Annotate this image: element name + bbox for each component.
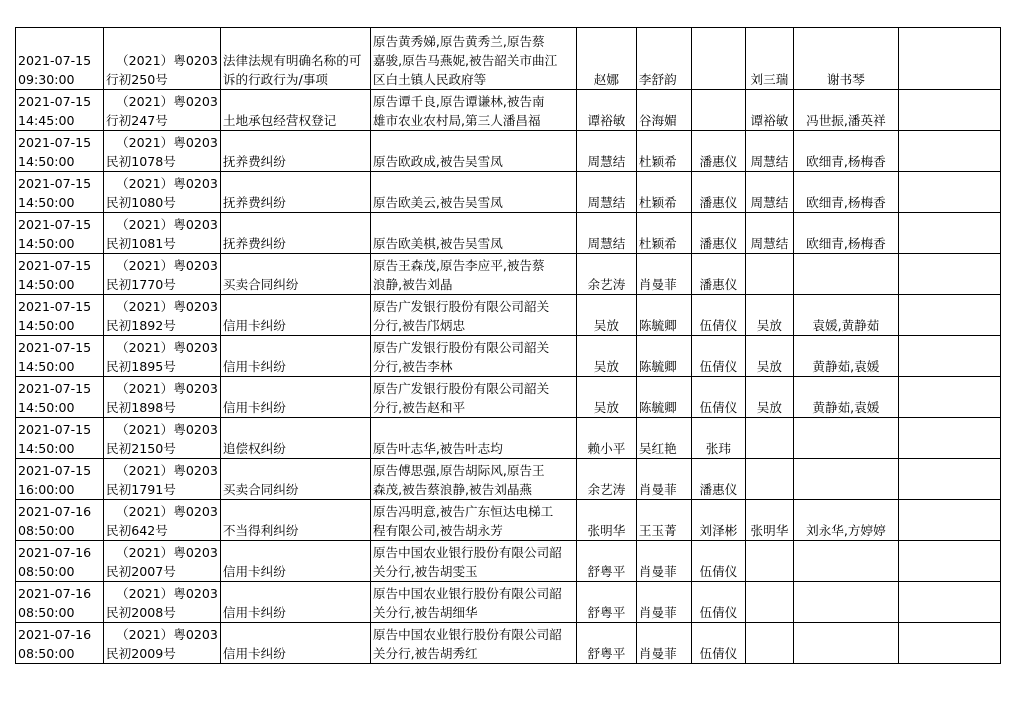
parties-line: 浪静,被告刘晶: [372, 277, 453, 292]
assistant-cell: 潘惠仪: [691, 172, 745, 213]
presiding-cell: 周慧结: [745, 131, 793, 172]
presiding-cell: [745, 254, 793, 295]
hearing-time-cell: [16, 418, 104, 459]
case-number-prefix: （2021）粤0203: [116, 258, 218, 273]
hearing-schedule-table: [15, 27, 1001, 664]
case-cause-cell: 抚养费纠纷: [220, 172, 370, 213]
assessor-cell: 欧细青,杨梅香: [793, 172, 898, 213]
case-number-prefix: （2021）粤0203: [116, 422, 218, 437]
hearing-clock: 08:50:00: [18, 605, 75, 620]
case-number-suffix: 民初1898号: [106, 400, 176, 415]
judge-cell: 余艺涛: [576, 254, 636, 295]
case-number-cell: [104, 172, 221, 213]
blank-cell: [898, 90, 1000, 131]
case-number-prefix: （2021）粤0203: [116, 504, 218, 519]
hearing-date: 2021-07-15: [18, 340, 92, 355]
case-number-suffix: 民初642号: [106, 523, 168, 538]
case-number-suffix: 民初2150号: [106, 441, 176, 456]
parties-line: 程有限公司,被告胡永芳: [372, 523, 503, 538]
parties-line: 原告广发银行股份有限公司韶关: [372, 381, 550, 396]
case-cause-cell: 信用卡纠纷: [220, 582, 370, 623]
parties-line: 区白土镇人民政府等: [372, 72, 487, 87]
assessor-cell: 袁媛,黄静茹: [793, 295, 898, 336]
hearing-date: 2021-07-15: [18, 258, 92, 273]
hearing-date: 2021-07-16: [18, 586, 92, 601]
case-cause-cell: [220, 28, 370, 90]
hearing-clock: 14:50:00: [18, 154, 75, 169]
case-number-suffix: 民初1078号: [106, 154, 176, 169]
clerk-cell: 王玉菁: [636, 500, 691, 541]
hearing-clock: 08:50:00: [18, 523, 75, 538]
assessor-cell: [793, 459, 898, 500]
table-row: [16, 623, 1001, 664]
case-number-suffix: 民初1791号: [106, 482, 176, 497]
hearing-time-cell: [16, 28, 104, 90]
presiding-cell: [745, 459, 793, 500]
table-row: [16, 90, 1001, 131]
clerk-cell: 肖曼菲: [636, 623, 691, 664]
table-row: [16, 336, 1001, 377]
assistant-cell: 刘泽彬: [691, 500, 745, 541]
hearing-clock: 08:50:00: [18, 564, 75, 579]
hearing-time-cell: [16, 213, 104, 254]
blank-cell: [898, 459, 1000, 500]
blank-cell: [898, 131, 1000, 172]
hearing-date: 2021-07-16: [18, 504, 92, 519]
parties-cell: [370, 28, 576, 90]
clerk-cell: 肖曼菲: [636, 254, 691, 295]
parties-cell: [370, 459, 576, 500]
assistant-cell: [691, 90, 745, 131]
hearing-time-cell: [16, 336, 104, 377]
judge-cell: 舒粤平: [576, 541, 636, 582]
clerk-cell: 肖曼菲: [636, 541, 691, 582]
parties-line: 分行,被告赵和平: [372, 400, 466, 415]
assistant-cell: 伍倩仪: [691, 336, 745, 377]
hearing-clock: 14:50:00: [18, 441, 75, 456]
hearing-time-cell: [16, 172, 104, 213]
case-number-prefix: （2021）粤0203: [116, 463, 218, 478]
parties-line: 原告广发银行股份有限公司韶关: [372, 299, 550, 314]
case-number-cell: [104, 541, 221, 582]
parties-cell: 原告欧美棋,被告吴雪凤: [370, 213, 576, 254]
assessor-cell: 谢书琴: [793, 28, 898, 90]
case-number-prefix: （2021）粤0203: [116, 299, 218, 314]
presiding-cell: [745, 623, 793, 664]
hearing-time-cell: [16, 377, 104, 418]
parties-line: 嘉骏,原告马燕妮,被告韶关市曲江: [372, 53, 558, 68]
hearing-date: 2021-07-15: [18, 94, 92, 109]
case-number-suffix: 行初250号: [106, 72, 168, 87]
judge-cell: 周慧结: [576, 131, 636, 172]
parties-line: 原告中国农业银行股份有限公司韶: [372, 627, 562, 642]
clerk-cell: 杜颖希: [636, 172, 691, 213]
clerk-cell: 李舒韵: [636, 28, 691, 90]
case-number-suffix: 民初1081号: [106, 236, 176, 251]
hearing-time-cell: [16, 295, 104, 336]
case-number-prefix: （2021）粤0203: [116, 94, 218, 109]
blank-cell: [898, 336, 1000, 377]
table-row: [16, 377, 1001, 418]
case-number-suffix: 民初1892号: [106, 318, 176, 333]
hearing-date: 2021-07-15: [18, 176, 92, 191]
clerk-cell: 陈毓卿: [636, 377, 691, 418]
hearing-time-cell: [16, 541, 104, 582]
hearing-time-cell: [16, 459, 104, 500]
blank-cell: [898, 623, 1000, 664]
assistant-cell: 伍倩仪: [691, 541, 745, 582]
case-number-suffix: 民初2007号: [106, 564, 176, 579]
presiding-cell: 谭裕敏: [745, 90, 793, 131]
schedule-body: [16, 28, 1001, 664]
hearing-time-cell: [16, 90, 104, 131]
case-cause-cell: 抚养费纠纷: [220, 131, 370, 172]
case-cause-cell: 不当得利纠纷: [220, 500, 370, 541]
parties-line: 原告傅思强,原告胡际风,原告王: [372, 463, 545, 478]
case-number-suffix: 民初2008号: [106, 605, 176, 620]
case-number-cell: [104, 213, 221, 254]
case-number-cell: [104, 418, 221, 459]
case-cause-cell: 买卖合同纠纷: [220, 459, 370, 500]
hearing-time-cell: [16, 500, 104, 541]
blank-cell: [898, 28, 1000, 90]
assessor-cell: [793, 254, 898, 295]
blank-cell: [898, 172, 1000, 213]
parties-line: 关分行,被告胡雯玉: [372, 564, 478, 579]
case-cause-cell: 信用卡纠纷: [220, 377, 370, 418]
hearing-date: 2021-07-15: [18, 422, 92, 437]
case-number-prefix: （2021）粤0203: [116, 340, 218, 355]
assistant-cell: 伍倩仪: [691, 623, 745, 664]
assessor-cell: 欧细青,杨梅香: [793, 213, 898, 254]
presiding-cell: 张明华: [745, 500, 793, 541]
judge-cell: 舒粤平: [576, 623, 636, 664]
parties-cell: [370, 582, 576, 623]
case-number-cell: [104, 131, 221, 172]
judge-cell: 吴放: [576, 295, 636, 336]
case-cause-cell: 追偿权纠纷: [220, 418, 370, 459]
blank-cell: [898, 500, 1000, 541]
clerk-cell: 陈毓卿: [636, 336, 691, 377]
presiding-cell: 吴放: [745, 377, 793, 418]
case-number-suffix: 民初1080号: [106, 195, 176, 210]
parties-cell: [370, 377, 576, 418]
hearing-clock: 09:30:00: [18, 72, 75, 87]
assistant-cell: 伍倩仪: [691, 582, 745, 623]
parties-line: 分行,被告邝炳忠: [372, 318, 466, 333]
table-row: [16, 459, 1001, 500]
case-number-prefix: （2021）粤0203: [116, 135, 218, 150]
assessor-cell: 黄静茹,袁媛: [793, 336, 898, 377]
case-cause-cell: 信用卡纠纷: [220, 623, 370, 664]
case-cause-cell: 土地承包经营权登记: [220, 90, 370, 131]
case-number-cell: [104, 459, 221, 500]
clerk-cell: 陈毓卿: [636, 295, 691, 336]
hearing-time-cell: [16, 623, 104, 664]
case-number-prefix: （2021）粤0203: [116, 545, 218, 560]
table-row: [16, 28, 1001, 90]
case-number-prefix: （2021）粤0203: [116, 586, 218, 601]
assistant-cell: 潘惠仪: [691, 213, 745, 254]
parties-line: 雄市农业农村局,第三人潘昌福: [372, 113, 541, 128]
assistant-cell: 伍倩仪: [691, 377, 745, 418]
assistant-cell: 张玮: [691, 418, 745, 459]
judge-cell: 赖小平: [576, 418, 636, 459]
assistant-cell: 潘惠仪: [691, 459, 745, 500]
judge-cell: 谭裕敏: [576, 90, 636, 131]
judge-cell: 余艺涛: [576, 459, 636, 500]
clerk-cell: 杜颖希: [636, 213, 691, 254]
clerk-cell: 谷海媚: [636, 90, 691, 131]
parties-line: 原告黄秀娣,原告黄秀兰,原告蔡: [372, 34, 545, 49]
parties-cell: 原告欧政成,被告吴雪凤: [370, 131, 576, 172]
hearing-date: 2021-07-16: [18, 627, 92, 642]
parties-cell: [370, 90, 576, 131]
parties-cell: [370, 500, 576, 541]
hearing-clock: 14:50:00: [18, 236, 75, 251]
case-number-cell: [104, 295, 221, 336]
case-number-cell: [104, 336, 221, 377]
case-number-suffix: 民初1895号: [106, 359, 176, 374]
judge-cell: 赵娜: [576, 28, 636, 90]
hearing-date: 2021-07-15: [18, 463, 92, 478]
presiding-cell: 吴放: [745, 336, 793, 377]
assessor-cell: [793, 541, 898, 582]
judge-cell: 张明华: [576, 500, 636, 541]
parties-line: 原告王森茂,原告李应平,被告蔡: [372, 258, 545, 273]
case-number-cell: [104, 28, 221, 90]
table-row: [16, 172, 1001, 213]
table-row: [16, 500, 1001, 541]
case-number-suffix: 民初2009号: [106, 646, 176, 661]
assessor-cell: 刘永华,方婷婷: [793, 500, 898, 541]
hearing-clock: 08:50:00: [18, 646, 75, 661]
judge-cell: 舒粤平: [576, 582, 636, 623]
presiding-cell: [745, 582, 793, 623]
clerk-cell: 杜颖希: [636, 131, 691, 172]
judge-cell: 周慧结: [576, 213, 636, 254]
case-number-prefix: （2021）粤0203: [116, 176, 218, 191]
hearing-clock: 14:50:00: [18, 359, 75, 374]
case-number-cell: [104, 582, 221, 623]
parties-line: 分行,被告李林: [372, 359, 453, 374]
blank-cell: [898, 377, 1000, 418]
parties-cell: [370, 623, 576, 664]
judge-cell: 吴放: [576, 336, 636, 377]
parties-cell: 原告欧美云,被告吴雪凤: [370, 172, 576, 213]
assistant-cell: [691, 28, 745, 90]
table-row: [16, 131, 1001, 172]
case-number-cell: [104, 254, 221, 295]
hearing-date: 2021-07-15: [18, 53, 92, 68]
blank-cell: [898, 254, 1000, 295]
assessor-cell: 欧细青,杨梅香: [793, 131, 898, 172]
case-cause-cell: 信用卡纠纷: [220, 336, 370, 377]
case-cause-line: 法律法规有明确名称的可: [222, 53, 362, 68]
case-number-cell: [104, 377, 221, 418]
hearing-time-cell: [16, 254, 104, 295]
assessor-cell: [793, 623, 898, 664]
presiding-cell: [745, 541, 793, 582]
table-row: [16, 295, 1001, 336]
case-number-prefix: （2021）粤0203: [116, 627, 218, 642]
assessor-cell: 黄静茹,袁媛: [793, 377, 898, 418]
case-cause-line: 诉的行政行为/事项: [222, 72, 328, 87]
parties-line: 森茂,被告蔡浪静,被告刘晶燕: [372, 482, 533, 497]
parties-line: 原告谭千良,原告谭谦林,被告南: [372, 94, 545, 109]
presiding-cell: 周慧结: [745, 213, 793, 254]
parties-cell: [370, 254, 576, 295]
case-number-cell: [104, 500, 221, 541]
parties-line: 关分行,被告胡细华: [372, 605, 478, 620]
assessor-cell: [793, 418, 898, 459]
blank-cell: [898, 418, 1000, 459]
case-cause-cell: 抚养费纠纷: [220, 213, 370, 254]
blank-cell: [898, 213, 1000, 254]
parties-line: 原告冯明意,被告广东恒达电梯工: [372, 504, 554, 519]
presiding-cell: 刘三瑞: [745, 28, 793, 90]
table-row: [16, 541, 1001, 582]
table-row: [16, 582, 1001, 623]
table-row: [16, 254, 1001, 295]
case-cause-cell: 信用卡纠纷: [220, 295, 370, 336]
hearing-clock: 14:50:00: [18, 195, 75, 210]
hearing-clock: 16:00:00: [18, 482, 75, 497]
hearing-date: 2021-07-16: [18, 545, 92, 560]
case-number-prefix: （2021）粤0203: [116, 381, 218, 396]
table-row: [16, 418, 1001, 459]
hearing-date: 2021-07-15: [18, 135, 92, 150]
parties-cell: [370, 295, 576, 336]
parties-line: 原告广发银行股份有限公司韶关: [372, 340, 550, 355]
hearing-date: 2021-07-15: [18, 381, 92, 396]
hearing-time-cell: [16, 582, 104, 623]
case-cause-cell: 信用卡纠纷: [220, 541, 370, 582]
blank-cell: [898, 582, 1000, 623]
case-number-cell: [104, 623, 221, 664]
table-row: [16, 213, 1001, 254]
parties-cell: [370, 336, 576, 377]
assistant-cell: 潘惠仪: [691, 254, 745, 295]
assistant-cell: 潘惠仪: [691, 131, 745, 172]
case-number-suffix: 行初247号: [106, 113, 168, 128]
clerk-cell: 吴红艳: [636, 418, 691, 459]
case-number-prefix: （2021）粤0203: [116, 217, 218, 232]
blank-cell: [898, 295, 1000, 336]
hearing-date: 2021-07-15: [18, 217, 92, 232]
parties-line: 原告中国农业银行股份有限公司韶: [372, 545, 562, 560]
assessor-cell: [793, 582, 898, 623]
presiding-cell: [745, 418, 793, 459]
parties-line: 关分行,被告胡秀红: [372, 646, 478, 661]
hearing-clock: 14:50:00: [18, 318, 75, 333]
hearing-date: 2021-07-15: [18, 299, 92, 314]
clerk-cell: 肖曼菲: [636, 582, 691, 623]
hearing-time-cell: [16, 131, 104, 172]
assessor-cell: 冯世振,潘英祥: [793, 90, 898, 131]
hearing-clock: 14:50:00: [18, 400, 75, 415]
blank-cell: [898, 541, 1000, 582]
case-number-suffix: 民初1770号: [106, 277, 176, 292]
assistant-cell: 伍倩仪: [691, 295, 745, 336]
judge-cell: 周慧结: [576, 172, 636, 213]
presiding-cell: 周慧结: [745, 172, 793, 213]
case-cause-cell: 买卖合同纠纷: [220, 254, 370, 295]
case-number-prefix: （2021）粤0203: [116, 53, 218, 68]
hearing-clock: 14:50:00: [18, 277, 75, 292]
judge-cell: 吴放: [576, 377, 636, 418]
case-number-cell: [104, 90, 221, 131]
presiding-cell: 吴放: [745, 295, 793, 336]
parties-line: 原告中国农业银行股份有限公司韶: [372, 586, 562, 601]
parties-cell: [370, 541, 576, 582]
hearing-clock: 14:45:00: [18, 113, 75, 128]
clerk-cell: 肖曼菲: [636, 459, 691, 500]
parties-cell: 原告叶志华,被告叶志均: [370, 418, 576, 459]
